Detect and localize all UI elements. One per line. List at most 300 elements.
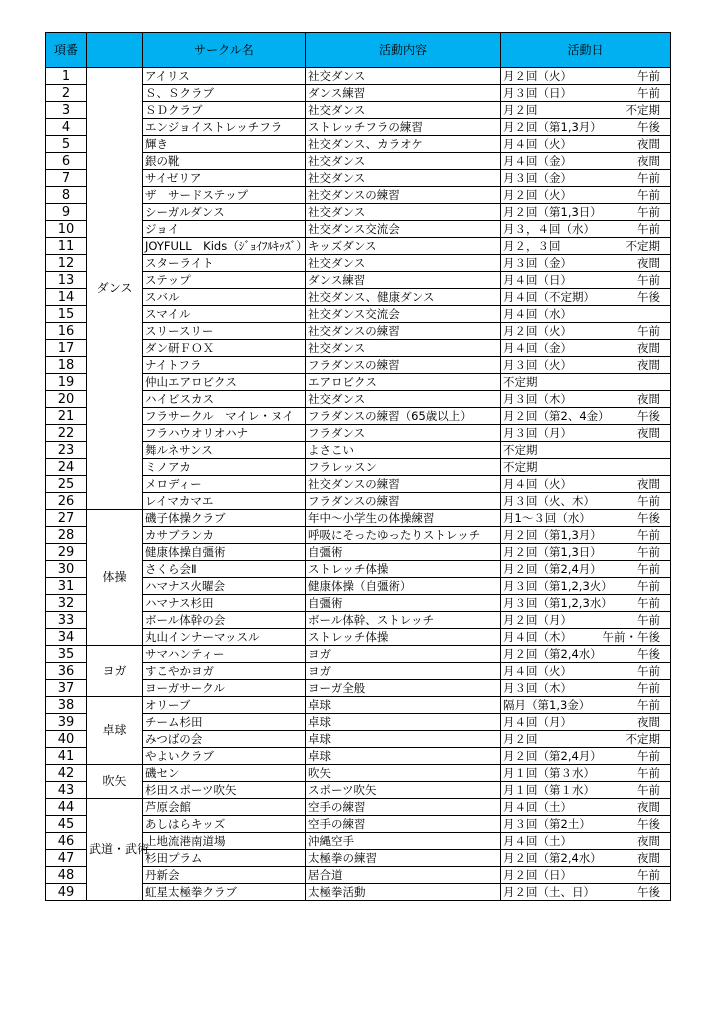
activity-content: 社交ダンス bbox=[306, 255, 501, 272]
circle-roster-table bbox=[45, 32, 671, 901]
activity-frequency: 月３回（月） bbox=[503, 425, 572, 440]
circle-name: フラサークル マイレ・ヌイ bbox=[143, 408, 306, 425]
activity-day-wrap bbox=[503, 664, 668, 679]
header-no: 項番 bbox=[46, 33, 87, 68]
activity-time: 夜間 bbox=[637, 425, 660, 440]
activity-content: 社交ダンス bbox=[306, 204, 501, 221]
activity-day bbox=[501, 170, 671, 187]
activity-frequency: 月２回（第2,4月） bbox=[503, 561, 602, 576]
activity-day-wrap bbox=[503, 358, 668, 373]
activity-content: ストレッチ体操 bbox=[306, 561, 501, 578]
category-cell: 卓球 bbox=[87, 697, 143, 765]
row-number: 44 bbox=[46, 799, 87, 816]
activity-day-wrap bbox=[503, 273, 668, 288]
circle-name: メロディー bbox=[143, 476, 306, 493]
activity-time: 午前 bbox=[637, 272, 660, 287]
circle-name: 磯セン bbox=[143, 765, 306, 782]
table-row bbox=[46, 646, 671, 663]
activity-frequency: 月２回（日） bbox=[503, 867, 572, 882]
row-number: 4 bbox=[46, 119, 87, 136]
circle-name: 芦原会館 bbox=[143, 799, 306, 816]
activity-day-wrap bbox=[503, 817, 668, 832]
activity-day bbox=[501, 442, 671, 459]
activity-day-wrap bbox=[503, 562, 668, 577]
row-number: 43 bbox=[46, 782, 87, 799]
activity-content: ボール体幹、ストレッチ bbox=[306, 612, 501, 629]
activity-time: 午前 bbox=[637, 782, 660, 797]
row-number: 27 bbox=[46, 510, 87, 527]
activity-frequency: 月２回 bbox=[503, 102, 538, 117]
activity-frequency: 月４回（木） bbox=[503, 629, 572, 644]
activity-content: フラダンスの練習 bbox=[306, 357, 501, 374]
activity-frequency: 月３回（金） bbox=[503, 170, 572, 185]
activity-content: 社交ダンス bbox=[306, 102, 501, 119]
activity-frequency: 月２回（月） bbox=[503, 612, 572, 627]
activity-day bbox=[501, 357, 671, 374]
row-number: 20 bbox=[46, 391, 87, 408]
activity-day-wrap bbox=[503, 647, 668, 662]
activity-frequency: 月２回（第1,3日） bbox=[503, 204, 602, 219]
activity-content: 吹矢 bbox=[306, 765, 501, 782]
circle-name: チーム杉田 bbox=[143, 714, 306, 731]
circle-name: ダン研ＦＯＸ bbox=[143, 340, 306, 357]
header-activity-day: 活動日 bbox=[501, 33, 671, 68]
activity-content: ダンス練習 bbox=[306, 85, 501, 102]
activity-time: 午前 bbox=[637, 85, 660, 100]
activity-day-wrap bbox=[503, 154, 668, 169]
activity-day-wrap bbox=[503, 324, 668, 339]
activity-day-wrap bbox=[503, 137, 668, 152]
activity-content: スポーツ吹矢 bbox=[306, 782, 501, 799]
table-row bbox=[46, 68, 671, 85]
activity-content: フラダンスの練習（65歳以上） bbox=[306, 408, 501, 425]
activity-content: 社交ダンスの練習 bbox=[306, 187, 501, 204]
activity-time: 午後 bbox=[637, 816, 660, 831]
activity-frequency: 月２回（火） bbox=[503, 68, 572, 83]
row-number: 34 bbox=[46, 629, 87, 646]
circle-name: ボール体幹の会 bbox=[143, 612, 306, 629]
activity-day-wrap bbox=[503, 783, 668, 798]
category-cell: 武道・武術 bbox=[87, 799, 143, 901]
activity-content: よさこい bbox=[306, 442, 501, 459]
activity-content: 社交ダンス bbox=[306, 68, 501, 85]
activity-time: 夜間 bbox=[637, 357, 660, 372]
activity-content: 太極拳活動 bbox=[306, 884, 501, 901]
activity-day-wrap bbox=[503, 596, 668, 611]
circle-name: 輝き bbox=[143, 136, 306, 153]
circle-name: 杉田スポーツ吹矢 bbox=[143, 782, 306, 799]
circle-name: ステップ bbox=[143, 272, 306, 289]
activity-frequency: 月２回（土、日） bbox=[503, 884, 595, 899]
circle-name: 銀の靴 bbox=[143, 153, 306, 170]
row-number: 42 bbox=[46, 765, 87, 782]
activity-frequency: 月２回（第2、4金） bbox=[503, 408, 610, 423]
activity-day-wrap bbox=[503, 120, 668, 135]
circle-name: スターライト bbox=[143, 255, 306, 272]
row-number: 16 bbox=[46, 323, 87, 340]
category-cell: ヨガ bbox=[87, 646, 143, 697]
activity-content: 呼吸にそったゆったりストレッチ bbox=[306, 527, 501, 544]
circle-name: ジョイ bbox=[143, 221, 306, 238]
activity-frequency: 月３回（金） bbox=[503, 255, 572, 270]
circle-name: ハイビスカス bbox=[143, 391, 306, 408]
circle-name: ハマナス火曜会 bbox=[143, 578, 306, 595]
circle-name: やよいクラブ bbox=[143, 748, 306, 765]
activity-day-wrap bbox=[503, 341, 668, 356]
row-number: 3 bbox=[46, 102, 87, 119]
activity-day-wrap bbox=[503, 494, 668, 509]
header-category bbox=[87, 33, 143, 68]
row-number: 48 bbox=[46, 867, 87, 884]
row-number: 24 bbox=[46, 459, 87, 476]
activity-time: 不定期 bbox=[625, 238, 660, 253]
row-number: 15 bbox=[46, 306, 87, 323]
activity-day bbox=[501, 816, 671, 833]
activity-frequency: 月２回（第2,4水） bbox=[503, 850, 602, 865]
activity-frequency: 不定期 bbox=[503, 459, 538, 474]
circle-name: サマハンティー bbox=[143, 646, 306, 663]
activity-frequency: 月３回（木） bbox=[503, 680, 572, 695]
activity-day-wrap bbox=[503, 851, 668, 866]
activity-frequency: 月４回（土） bbox=[503, 799, 572, 814]
activity-day-wrap bbox=[503, 766, 668, 781]
circle-name: 仲山エアロビクス bbox=[143, 374, 306, 391]
activity-frequency: 月２回（火） bbox=[503, 187, 572, 202]
activity-frequency: 月２回（第2,4月） bbox=[503, 748, 602, 763]
activity-content: 沖縄空手 bbox=[306, 833, 501, 850]
activity-content: ヨーガ全般 bbox=[306, 680, 501, 697]
activity-frequency: 月２回（第1,3月） bbox=[503, 119, 602, 134]
activity-day-wrap bbox=[503, 205, 668, 220]
activity-content: 空手の練習 bbox=[306, 816, 501, 833]
activity-day bbox=[501, 493, 671, 510]
activity-day-wrap bbox=[503, 579, 668, 594]
table-body bbox=[46, 68, 671, 901]
activity-day bbox=[501, 799, 671, 816]
activity-day bbox=[501, 782, 671, 799]
activity-day bbox=[501, 306, 671, 323]
circle-name: エンジョイストレッチフラ bbox=[143, 119, 306, 136]
row-number: 14 bbox=[46, 289, 87, 306]
row-number: 12 bbox=[46, 255, 87, 272]
activity-frequency: 月４回（金） bbox=[503, 153, 572, 168]
circle-name: スリースリー bbox=[143, 323, 306, 340]
activity-day bbox=[501, 833, 671, 850]
activity-content: 社交ダンス交流会 bbox=[306, 306, 501, 323]
activity-content: フラレッスン bbox=[306, 459, 501, 476]
circle-name: カサブランカ bbox=[143, 527, 306, 544]
activity-day bbox=[501, 221, 671, 238]
activity-day bbox=[501, 680, 671, 697]
activity-content: エアロビクス bbox=[306, 374, 501, 391]
row-number: 2 bbox=[46, 85, 87, 102]
row-number: 9 bbox=[46, 204, 87, 221]
activity-content: 社交ダンス交流会 bbox=[306, 221, 501, 238]
activity-content: 卓球 bbox=[306, 748, 501, 765]
activity-time: 午前 bbox=[637, 748, 660, 763]
circle-name: シーガルダンス bbox=[143, 204, 306, 221]
row-number: 21 bbox=[46, 408, 87, 425]
activity-day bbox=[501, 323, 671, 340]
activity-day-wrap bbox=[503, 171, 668, 186]
activity-day bbox=[501, 204, 671, 221]
activity-day bbox=[501, 578, 671, 595]
activity-day bbox=[501, 238, 671, 255]
row-number: 45 bbox=[46, 816, 87, 833]
header-circle-name: サークル名 bbox=[143, 33, 306, 68]
activity-time: 午後 bbox=[637, 884, 660, 899]
activity-frequency: 月２，３回 bbox=[503, 238, 561, 253]
circle-name: アイリス bbox=[143, 68, 306, 85]
row-number: 36 bbox=[46, 663, 87, 680]
activity-time: 夜間 bbox=[637, 340, 660, 355]
activity-time: 午前・午後 bbox=[602, 629, 660, 644]
category-cell: ダンス bbox=[87, 68, 143, 510]
circle-name: レイマカマエ bbox=[143, 493, 306, 510]
activity-content: 社交ダンス、健康ダンス bbox=[306, 289, 501, 306]
activity-time: 午前 bbox=[637, 221, 660, 236]
activity-content: 社交ダンス bbox=[306, 391, 501, 408]
circle-name: ザ サードステップ bbox=[143, 187, 306, 204]
activity-day bbox=[501, 272, 671, 289]
activity-time: 夜間 bbox=[637, 153, 660, 168]
activity-content: 太極拳の練習 bbox=[306, 850, 501, 867]
activity-time: 午後 bbox=[637, 510, 660, 525]
header-activity-content: 活動内容 bbox=[306, 33, 501, 68]
activity-day-wrap bbox=[503, 375, 668, 390]
circle-name: 磯子体操クラブ bbox=[143, 510, 306, 527]
row-number: 47 bbox=[46, 850, 87, 867]
activity-day bbox=[501, 102, 671, 119]
activity-content: 社交ダンスの練習 bbox=[306, 323, 501, 340]
activity-time: 午後 bbox=[637, 289, 660, 304]
activity-day-wrap bbox=[503, 222, 668, 237]
activity-content: 健康体操（自彊術） bbox=[306, 578, 501, 595]
activity-time: 夜間 bbox=[637, 850, 660, 865]
row-number: 18 bbox=[46, 357, 87, 374]
row-number: 22 bbox=[46, 425, 87, 442]
circle-name: ＳＤクラブ bbox=[143, 102, 306, 119]
activity-day-wrap bbox=[503, 630, 668, 645]
activity-frequency: 月４回（火） bbox=[503, 663, 572, 678]
activity-time: 夜間 bbox=[637, 799, 660, 814]
activity-time: 不定期 bbox=[625, 731, 660, 746]
activity-frequency: 月３回（第1,2,3水） bbox=[503, 595, 613, 610]
activity-day-wrap bbox=[503, 511, 668, 526]
activity-frequency: 月２回（第1,3日） bbox=[503, 544, 602, 559]
circle-name: フラハウオリオハナ bbox=[143, 425, 306, 442]
activity-time: 午前 bbox=[637, 697, 660, 712]
activity-frequency: 隔月（第1,3金） bbox=[503, 697, 591, 712]
activity-day bbox=[501, 629, 671, 646]
circle-name: サイゼリア bbox=[143, 170, 306, 187]
activity-day bbox=[501, 867, 671, 884]
activity-time: 午前 bbox=[637, 323, 660, 338]
activity-content: キッズダンス bbox=[306, 238, 501, 255]
row-number: 1 bbox=[46, 68, 87, 85]
circle-name: 丹新会 bbox=[143, 867, 306, 884]
activity-content: ダンス練習 bbox=[306, 272, 501, 289]
activity-content: 社交ダンス bbox=[306, 340, 501, 357]
activity-day-wrap bbox=[503, 290, 668, 305]
row-number: 41 bbox=[46, 748, 87, 765]
activity-frequency: 月４回（日） bbox=[503, 272, 572, 287]
activity-day-wrap bbox=[503, 545, 668, 560]
circle-name: ハマナス杉田 bbox=[143, 595, 306, 612]
circle-name: 舞ルネサンス bbox=[143, 442, 306, 459]
activity-day bbox=[501, 765, 671, 782]
activity-content: フラダンス bbox=[306, 425, 501, 442]
activity-day bbox=[501, 476, 671, 493]
circle-name: ミノアカ bbox=[143, 459, 306, 476]
activity-day bbox=[501, 731, 671, 748]
table-row bbox=[46, 510, 671, 527]
activity-content: フラダンスの練習 bbox=[306, 493, 501, 510]
activity-day bbox=[501, 340, 671, 357]
activity-day-wrap bbox=[503, 613, 668, 628]
activity-frequency: 月３回（第2土） bbox=[503, 816, 591, 831]
row-number: 40 bbox=[46, 731, 87, 748]
activity-frequency: 月１回（第３水） bbox=[503, 765, 595, 780]
table-header bbox=[46, 33, 671, 68]
activity-day bbox=[501, 374, 671, 391]
activity-content: 卓球 bbox=[306, 697, 501, 714]
row-number: 23 bbox=[46, 442, 87, 459]
activity-day bbox=[501, 544, 671, 561]
row-number: 10 bbox=[46, 221, 87, 238]
activity-day-wrap bbox=[503, 426, 668, 441]
activity-frequency: 月２回（第1,3月） bbox=[503, 527, 602, 542]
activity-day bbox=[501, 391, 671, 408]
activity-frequency: 不定期 bbox=[503, 374, 538, 389]
row-number: 28 bbox=[46, 527, 87, 544]
circle-name: 虹星太極拳クラブ bbox=[143, 884, 306, 901]
activity-day bbox=[501, 187, 671, 204]
row-number: 46 bbox=[46, 833, 87, 850]
activity-day bbox=[501, 527, 671, 544]
category-cell: 体操 bbox=[87, 510, 143, 646]
activity-day bbox=[501, 697, 671, 714]
activity-frequency: 月３，４回（水） bbox=[503, 221, 595, 236]
activity-frequency: 月３回（日） bbox=[503, 85, 572, 100]
activity-content: 自彊術 bbox=[306, 595, 501, 612]
row-number: 25 bbox=[46, 476, 87, 493]
circle-name: 上地流港南道場 bbox=[143, 833, 306, 850]
activity-content: ヨガ bbox=[306, 646, 501, 663]
activity-frequency: 月３回（火） bbox=[503, 357, 572, 372]
activity-day-wrap bbox=[503, 409, 668, 424]
activity-day-wrap bbox=[503, 715, 668, 730]
activity-day bbox=[501, 561, 671, 578]
circle-name: すこやかヨガ bbox=[143, 663, 306, 680]
activity-time: 午前 bbox=[637, 663, 660, 678]
row-number: 11 bbox=[46, 238, 87, 255]
row-number: 13 bbox=[46, 272, 87, 289]
activity-time: 夜間 bbox=[637, 833, 660, 848]
circle-name: オリーブ bbox=[143, 697, 306, 714]
activity-time: 午前 bbox=[637, 187, 660, 202]
row-number: 37 bbox=[46, 680, 87, 697]
activity-time: 午前 bbox=[637, 578, 660, 593]
activity-frequency: 月３回（第1,2,3火） bbox=[503, 578, 613, 593]
row-number: 17 bbox=[46, 340, 87, 357]
activity-content: ヨガ bbox=[306, 663, 501, 680]
activity-content: ストレッチフラの練習 bbox=[306, 119, 501, 136]
activity-frequency: 月３回（木） bbox=[503, 391, 572, 406]
activity-day-wrap bbox=[503, 307, 668, 322]
activity-time: 夜間 bbox=[637, 391, 660, 406]
activity-day bbox=[501, 85, 671, 102]
activity-day-wrap bbox=[503, 477, 668, 492]
activity-time: 夜間 bbox=[637, 476, 660, 491]
activity-day bbox=[501, 408, 671, 425]
activity-frequency: 月２回 bbox=[503, 731, 538, 746]
activity-day-wrap bbox=[503, 800, 668, 815]
activity-time: 午前 bbox=[637, 68, 660, 83]
activity-time: 午前 bbox=[637, 561, 660, 576]
activity-day-wrap bbox=[503, 732, 668, 747]
table-row bbox=[46, 799, 671, 816]
activity-frequency: 月４回（金） bbox=[503, 340, 572, 355]
activity-frequency: 月４回（不定期） bbox=[503, 289, 595, 304]
activity-content: 自彊術 bbox=[306, 544, 501, 561]
activity-time: 午前 bbox=[637, 765, 660, 780]
activity-day bbox=[501, 289, 671, 306]
activity-day-wrap bbox=[503, 392, 668, 407]
activity-frequency: 月４回（月） bbox=[503, 714, 572, 729]
row-number: 5 bbox=[46, 136, 87, 153]
activity-day-wrap bbox=[503, 834, 668, 849]
circle-name: 杉田プラム bbox=[143, 850, 306, 867]
row-number: 8 bbox=[46, 187, 87, 204]
activity-frequency: 月４回（土） bbox=[503, 833, 572, 848]
activity-frequency: 月３回（火、木） bbox=[503, 493, 595, 508]
activity-time: 午前 bbox=[637, 595, 660, 610]
activity-day-wrap bbox=[503, 239, 668, 254]
circle-name: 丸山インナーマッスル bbox=[143, 629, 306, 646]
row-number: 49 bbox=[46, 884, 87, 901]
row-number: 35 bbox=[46, 646, 87, 663]
header-row bbox=[46, 33, 671, 68]
activity-frequency: 不定期 bbox=[503, 442, 538, 457]
activity-day-wrap bbox=[503, 868, 668, 883]
activity-frequency: 月２回（第2,4水） bbox=[503, 646, 602, 661]
activity-day-wrap bbox=[503, 86, 668, 101]
activity-time: 午前 bbox=[637, 493, 660, 508]
activity-day bbox=[501, 748, 671, 765]
activity-day bbox=[501, 850, 671, 867]
activity-day bbox=[501, 459, 671, 476]
circle-name: ナイトフラ bbox=[143, 357, 306, 374]
activity-time: 夜間 bbox=[637, 255, 660, 270]
activity-content: 社交ダンス bbox=[306, 153, 501, 170]
activity-content: 空手の練習 bbox=[306, 799, 501, 816]
activity-content: 社交ダンス bbox=[306, 170, 501, 187]
activity-time: 午前 bbox=[637, 204, 660, 219]
row-number: 38 bbox=[46, 697, 87, 714]
row-number: 30 bbox=[46, 561, 87, 578]
activity-content: 居合道 bbox=[306, 867, 501, 884]
row-number: 19 bbox=[46, 374, 87, 391]
activity-time: 不定期 bbox=[625, 102, 660, 117]
circle-name: 健康体操自彊術 bbox=[143, 544, 306, 561]
activity-time: 午前 bbox=[637, 680, 660, 695]
activity-time: 午前 bbox=[637, 170, 660, 185]
row-number: 33 bbox=[46, 612, 87, 629]
activity-day bbox=[501, 153, 671, 170]
activity-frequency: 月２回（火） bbox=[503, 323, 572, 338]
activity-day bbox=[501, 425, 671, 442]
